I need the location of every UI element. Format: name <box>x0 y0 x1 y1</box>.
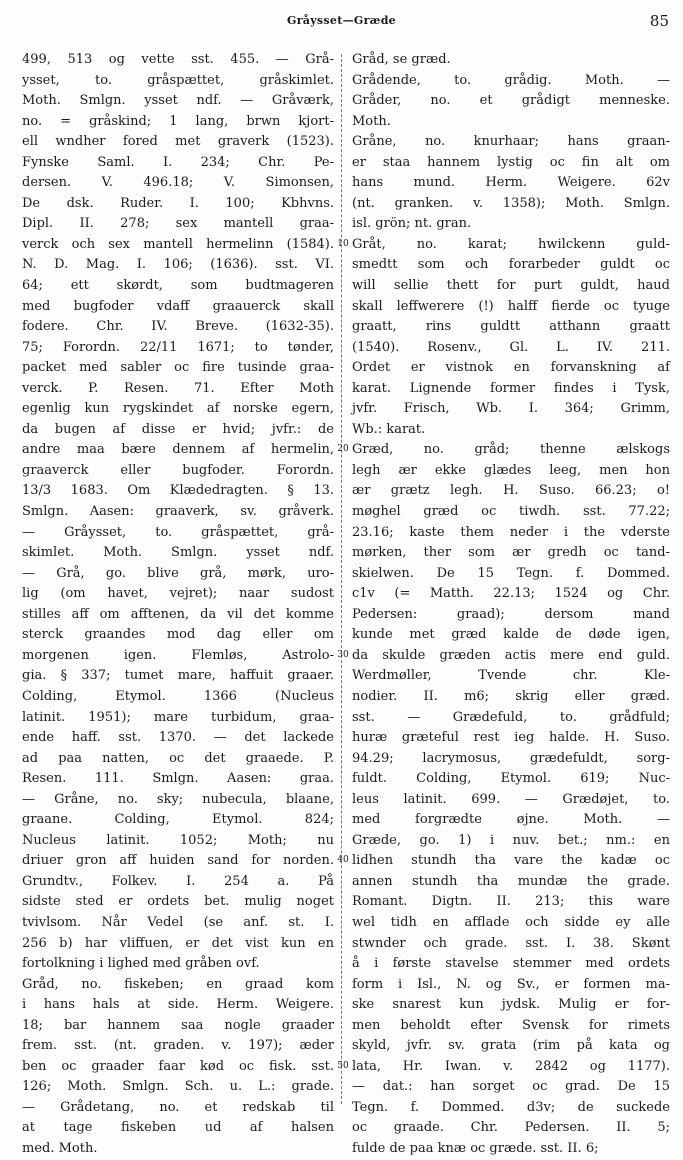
text-line: ell wndher fored met graverk (1523). <box>22 134 334 150</box>
line-number-marker: 40 <box>337 855 349 866</box>
text-line: Græde, go. 1) i nuv. bet.; nm.: en <box>352 832 670 848</box>
text-line: huræ græteful rest ieg halde. H. Suso. <box>352 730 670 746</box>
text-line: morgenen igen. Flemløs, Astrolo- <box>22 647 334 663</box>
text-line: Ordet er vistnok en forvanskning af <box>352 360 670 376</box>
text-line: skielwen. De 15 Tegn. f. Dommed. <box>352 565 670 581</box>
text-line: latinit. 1951); mare turbidum, graa- <box>22 709 334 725</box>
text-line: Moth. Smlgn. ysset ndf. — Gråværk, <box>22 93 334 109</box>
column-divider <box>341 54 342 1104</box>
text-line: — Gråysset, to. gråspættet, grå- <box>22 524 334 540</box>
text-line: (1540). Rosenv., Gl. L. IV. 211. <box>352 339 670 355</box>
text-line: stwnder och grade. sst. I. 38. Skønt <box>352 935 670 951</box>
text-line: lig (om havet, vejret); naar sudost <box>22 586 334 602</box>
text-line: lidhen stundh tha vare the kadæ oc <box>352 853 670 869</box>
page-number: 85 <box>649 12 669 30</box>
text-line: (nt. granken. v. 1358); Moth. Smlgn. <box>352 195 670 211</box>
text-line: skimlet. Moth. Smlgn. ysset ndf. <box>22 545 334 561</box>
text-line: gia. § 337; tumet mare, haffuit graaer. <box>22 668 334 684</box>
text-line: 499, 513 og vette sst. 455. — Grå- <box>22 52 334 67</box>
text-line: — Grå, go. blive grå, mørk, uro- <box>22 565 334 581</box>
text-line: da bugen af disse er hvid; jvfr.: de <box>22 421 334 437</box>
text-line: ende haff. sst. 1370. — det lackede <box>22 730 334 746</box>
running-head: Gråysset—Græde <box>287 14 396 27</box>
text-line: ben oc graader faar kød oc fisk. sst. <box>22 1058 334 1074</box>
text-line: med. Moth. <box>22 1140 98 1156</box>
text-line: Smlgn. Aasen: graaverk, sv. gråverk. <box>22 504 334 520</box>
text-line: Gråt, no. karat; hwilckenn guld- <box>352 236 670 252</box>
text-line: mørken, ther som ær gredh oc tand- <box>352 545 670 561</box>
text-line: møghel græd oc tiwdh. sst. 77.22; <box>352 504 670 520</box>
text-line: c1v (= Matth. 22.13; 1524 og Chr. <box>352 586 670 602</box>
text-line: 64; ett skørdt, som budtmageren <box>22 278 334 294</box>
text-line: verck och sex mantell hermelinn (1584). <box>22 236 334 252</box>
text-line: andre maa bære dennem af hermelin, <box>22 442 334 458</box>
page-header <box>0 12 683 36</box>
text-line: leus latinit. 699. — Grædøjet, to. <box>352 791 670 807</box>
text-line: Pedersen: graad); dersom mand <box>352 606 670 622</box>
text-line: driuer gron aff huiden sand for norden. <box>22 853 334 869</box>
text-line: ske snarest kun jydsk. Mulig er for- <box>352 997 670 1013</box>
text-line: 256 b) har vliffuen, er det vist kun en <box>22 935 334 951</box>
text-line: Grådende, to. grådig. Moth. — <box>352 72 670 88</box>
text-line: fuldt. Colding, Etymol. 619; Nuc- <box>352 771 670 787</box>
text-line: sst. — Grædefuld, to. grådfuld; <box>352 709 670 725</box>
text-line: med bugfoder vdaff graauerck skall <box>22 298 334 314</box>
text-line: Romant. Digtn. II. 213; this ware <box>352 894 670 910</box>
text-line: men beholdt efter Svensk for rimets <box>352 1017 670 1033</box>
text-line: 18; bar hannem saa nogle graader <box>22 1017 334 1033</box>
text-line: Resen. 111. Smlgn. Aasen: graa. <box>22 771 334 787</box>
text-line: will sellie thett for purt guldt, haud <box>352 278 670 294</box>
text-line: kunde met græd kalde de døde igen, <box>352 627 670 643</box>
text-line: — Gråne, no. sky; nubecula, blaane, <box>22 791 334 807</box>
text-line: frem. sst. (nt. graden. v. 197); æder <box>22 1038 334 1054</box>
text-line: 23.16; kaste them neder i the vderste <box>352 524 670 540</box>
text-line: egenlig kun rygskindet af norske egern, <box>22 401 334 417</box>
text-line: Colding, Etymol. 1366 (Nucleus <box>22 688 334 704</box>
text-line: hans mund. Herm. Weigere. 62v <box>352 175 670 191</box>
text-line: fulde de paa knæ oc græde. sst. II. 6; <box>352 1140 599 1156</box>
text-line: Grundtv., Folkev. I. 254 a. På <box>22 873 334 889</box>
line-number-marker: 10 <box>337 238 349 249</box>
text-line: da skulde græden actis mere end guld. <box>352 647 670 663</box>
text-line: no. = gråskind; 1 lang, brwn kjort- <box>22 113 334 129</box>
text-line: 13/3 1683. Om Klædedragten. § 13. <box>22 483 334 499</box>
text-line: ær grætz legh. H. Suso. 66.23; o! <box>352 483 670 499</box>
text-line: De dsk. Ruder. I. 100; Kbhvns. <box>22 195 334 211</box>
text-line: 126; Moth. Smlgn. Sch. u. L.: grade. <box>22 1079 334 1095</box>
text-line: verck. P. Resen. 71. Efter Moth <box>22 380 334 396</box>
text-line: Nucleus latinit. 1052; Moth; nu <box>22 832 334 848</box>
text-line: Gråd, no. fiskeben; en graad kom <box>22 976 334 992</box>
text-line: ysset, to. gråspættet, gråskimlet. <box>22 72 334 88</box>
line-number-marker: 50 <box>337 1060 349 1071</box>
text-line: Græd, no. gråd; thenne ælskogs <box>352 442 670 458</box>
text-line: skall leffwerere (!) halff fierde oc tyuge <box>352 298 670 314</box>
text-line: legh ær ekke glædes leeg, men hon <box>352 462 670 478</box>
text-line: i hans hals at side. Herm. Weigere. <box>22 997 334 1013</box>
text-line: 94.29; lacrymosus, grædefuldt, sorg- <box>352 750 670 766</box>
text-line: er staa hannem lystig oc fin alt om <box>352 154 670 170</box>
text-line: — dat.: han sorget oc grad. De 15 <box>352 1079 670 1095</box>
text-line: Fynske Saml. I. 234; Chr. Pe- <box>22 154 334 170</box>
text-line: graane. Colding, Etymol. 824; <box>22 812 334 828</box>
text-line: Gråder, no. et grådigt menneske. <box>352 93 670 109</box>
text-line: Gråne, no. knurhaar; hans graan- <box>352 134 670 150</box>
text-line: ad paa natten, oc det graaede. P. <box>22 750 334 766</box>
text-line: Gråd, se græd. <box>352 52 451 67</box>
text-line: packet med sabler oc fire tusinde graa- <box>22 360 334 376</box>
line-number-marker: 20 <box>337 444 349 455</box>
text-line: med forgrædte øjne. Moth. — <box>352 812 670 828</box>
text-line: stilles aff om afftenen, da vil det komme <box>22 606 334 622</box>
text-line: skyld, jvfr. sv. grata (rim på kata og <box>352 1038 670 1054</box>
text-line: jvfr. Frisch, Wb. I. 364; Grimm, <box>352 401 670 417</box>
text-line: N. D. Mag. I. 106; (1636). sst. VI. <box>22 257 334 273</box>
text-line: at tage fiskeben ud af halsen <box>22 1120 334 1136</box>
text-line: sterck graandes mod dag eller om <box>22 627 334 643</box>
line-number-marker: 30 <box>337 649 349 660</box>
text-line: sidste sted er ordets bet. mulig noget <box>22 894 334 910</box>
text-line: Tegn. f. Dommed. d3v; de suckede <box>352 1099 670 1115</box>
text-line: dersen. V. 496.18; V. Simonsen, <box>22 175 334 191</box>
text-line: graaverck eller bugfoder. Forordn. <box>22 462 334 478</box>
text-line: fortolkning i lighed med gråben ovf. <box>22 956 260 972</box>
text-line: oc graade. Chr. Pedersen. II. 5; <box>352 1120 670 1136</box>
left-column <box>22 50 334 1156</box>
text-line: annen stundh tha mundæ the grade. <box>352 873 670 889</box>
text-line: isl. grön; nt. gran. <box>352 216 472 232</box>
text-line: Werdmøller, Tvende chr. Kle- <box>352 668 670 684</box>
text-line: — Grådetang, no. et redskab til <box>22 1099 334 1115</box>
text-line: Moth. <box>352 113 391 129</box>
text-line: karat. Lignende former findes i Tysk, <box>352 380 670 396</box>
text-line: nodier. II. m6; skrig eller græd. <box>352 688 670 704</box>
text-line: smedtt som och forarbeder guldt oc <box>352 257 670 273</box>
text-line: lata, Hr. Iwan. v. 2842 og 1177). <box>352 1058 670 1074</box>
text-line: tvivlsom. Når Vedel (se anf. st. I. <box>22 914 334 930</box>
text-line: 75; Forordn. 22/11 1671; to tønder, <box>22 339 334 355</box>
text-line: graatt, rins guldtt atthann graatt <box>352 319 670 335</box>
text-line: form i Isl., N. og Sv., er formen ma- <box>352 976 670 992</box>
text-line: Wb.: karat. <box>352 421 426 437</box>
right-column <box>352 50 670 1156</box>
text-line: wel tidh en afflade och sidde ey alle <box>352 914 670 930</box>
text-line: å i første stavelse stemmer med ordets <box>352 956 670 972</box>
text-line: Dipl. II. 278; sex mantell graa- <box>22 216 334 232</box>
text-line: fodere. Chr. IV. Breve. (1632-35). <box>22 319 334 335</box>
